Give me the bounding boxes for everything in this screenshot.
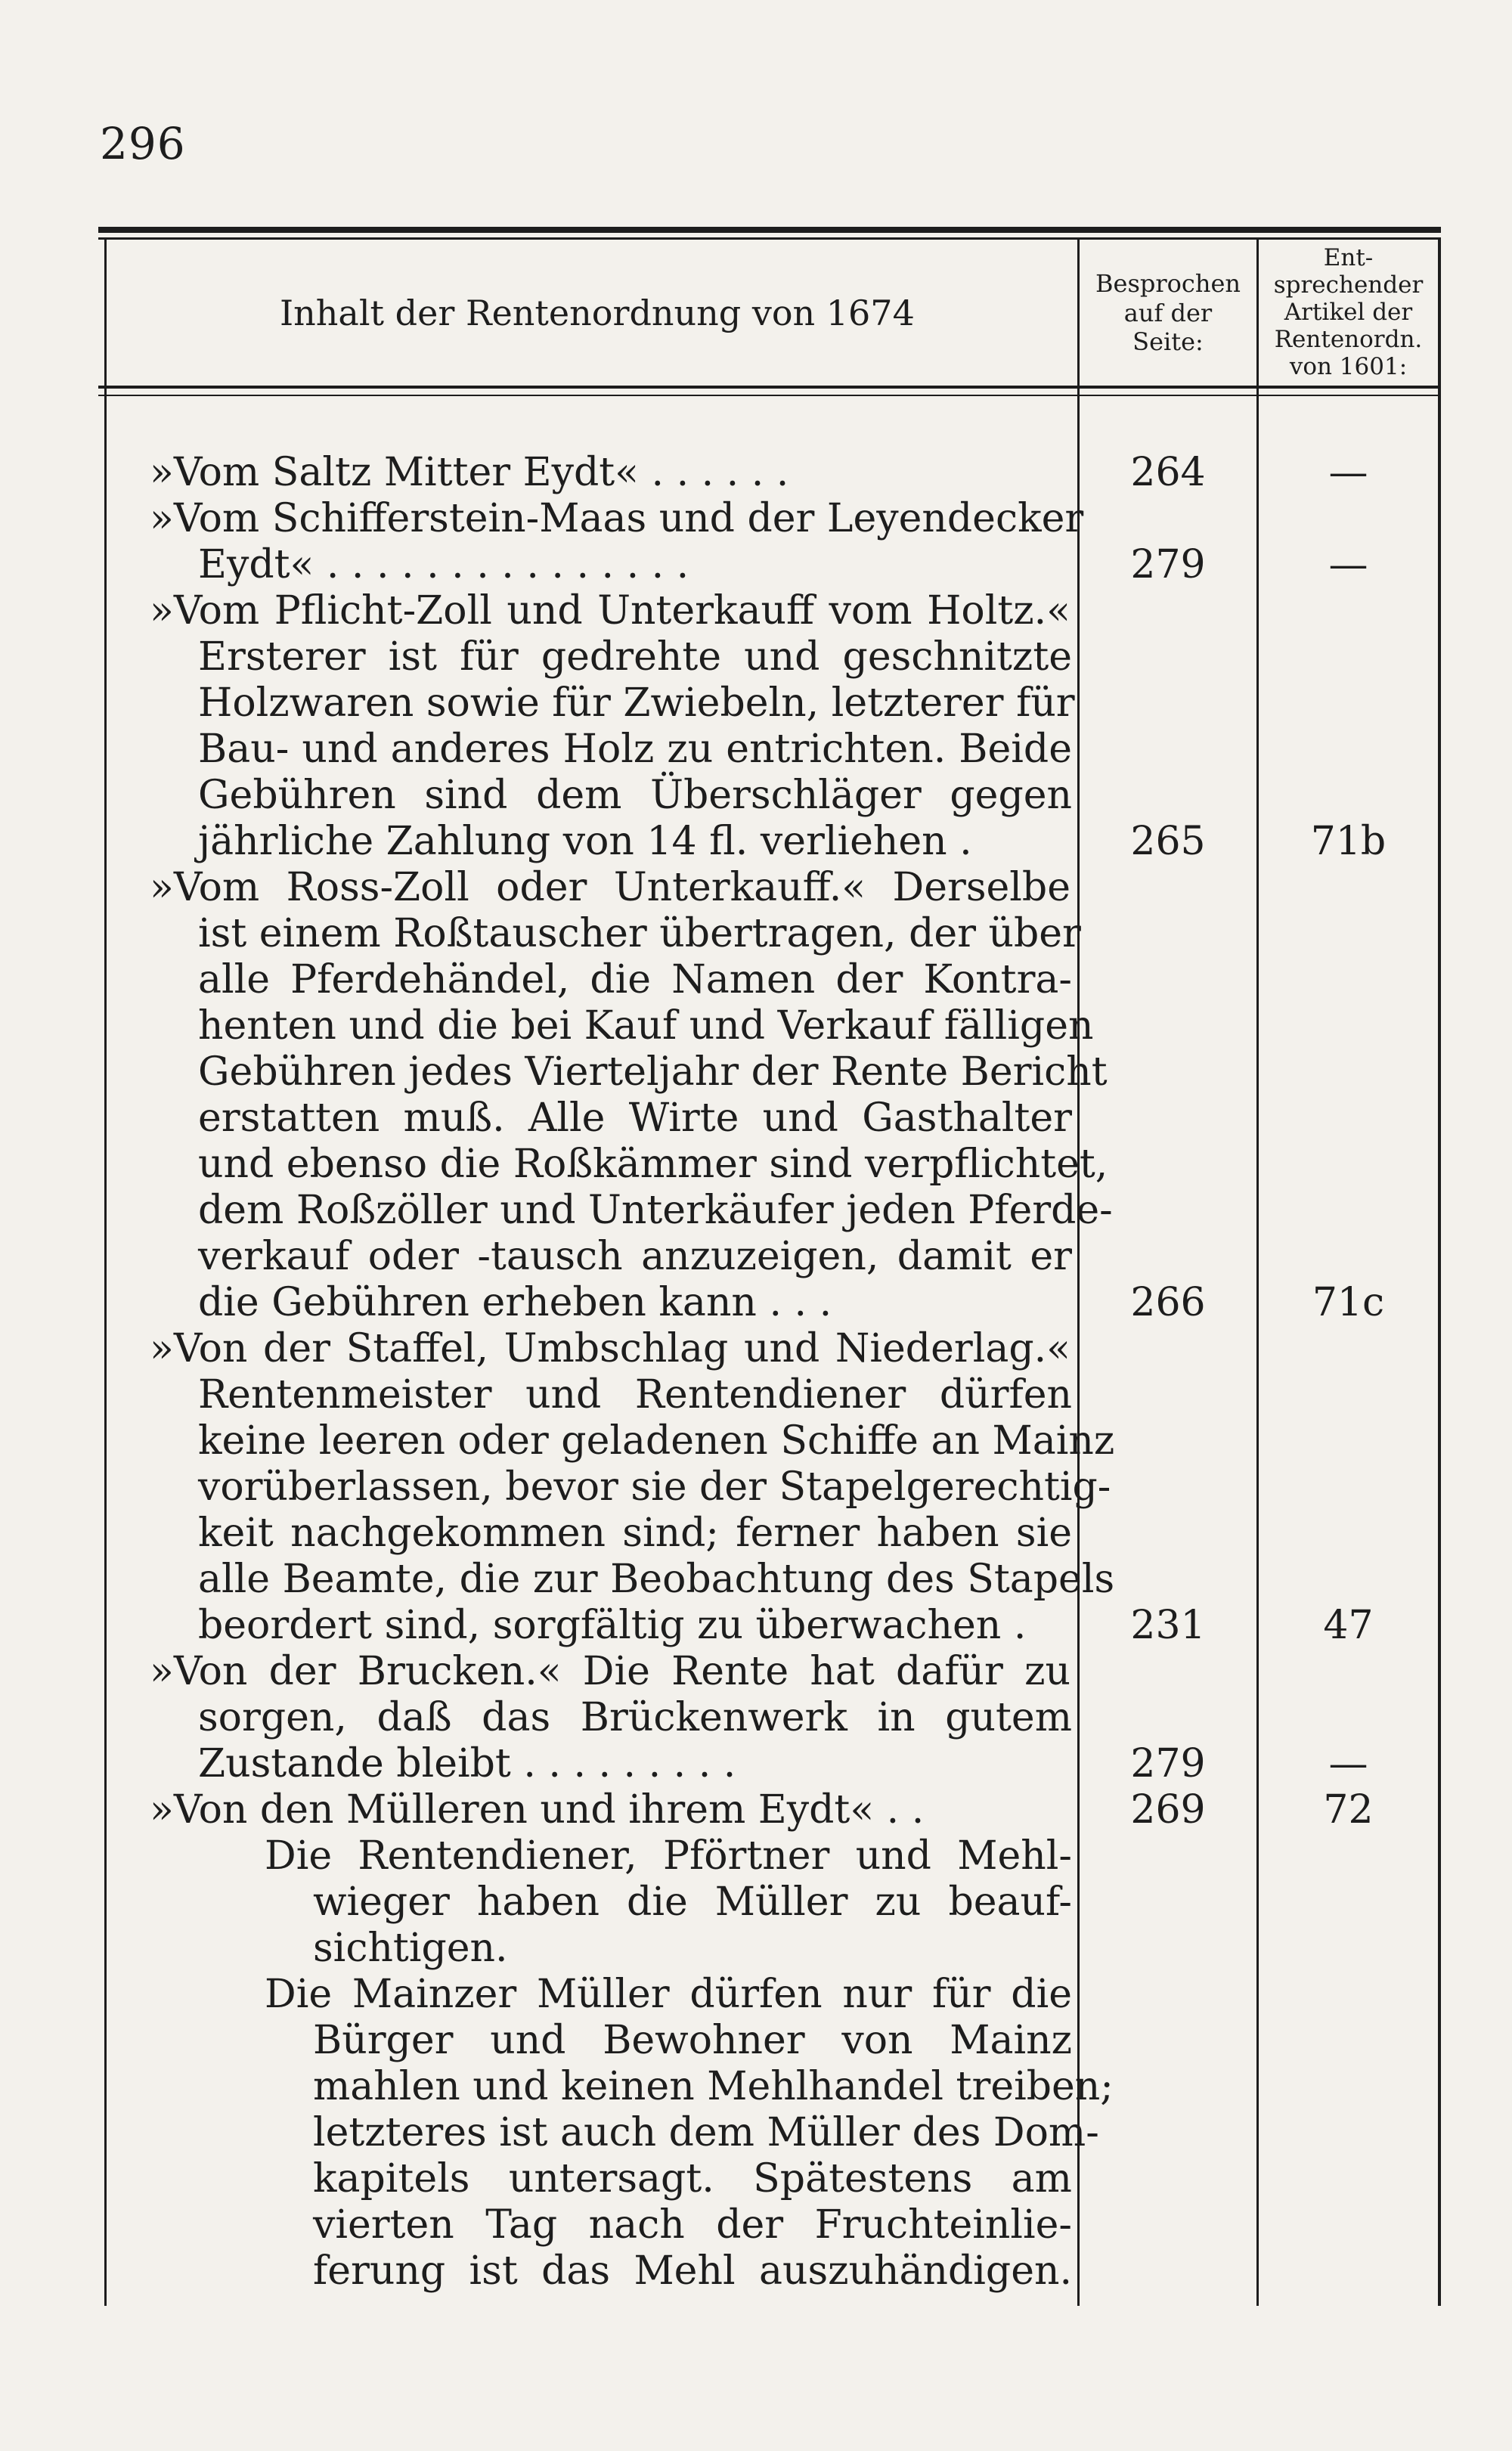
entry-page-number: 266 — [1130, 1280, 1206, 1325]
entry-text: sichtigen. — [313, 1926, 508, 1971]
entry-text: mahlen und keinen Mehlhandel treiben; — [313, 2064, 1114, 2109]
header-article: Ent- sprechender Artikel der Rentenordn. von 1601: — [1273, 244, 1424, 380]
entry-text: Gebühren jedes Vierteljahr der Rente Bericht — [198, 1049, 1108, 1095]
entry-text: Holzwaren sowie für Zwiebeln, letzterer für — [198, 680, 1075, 726]
page-number: 296 — [100, 118, 186, 169]
entry-page-number: 279 — [1130, 1741, 1206, 1786]
entry-text: »Vom Schifferstein-Maas und der Leyendecker — [150, 496, 1084, 541]
entry-line — [98, 819, 1441, 865]
entry-line — [98, 1418, 1441, 1464]
entry-article-number: — — [1328, 1741, 1368, 1786]
entry-line — [98, 496, 1441, 542]
header-content: Inhalt der Rentenordnung von 1674 — [280, 293, 915, 333]
entry-line — [98, 1787, 1441, 1833]
entry-text: »Von der Brucken.« Die Rente hat dafür zu — [150, 1649, 1070, 1694]
entry-text: beordert sind, sorgfältig zu überwachen . — [198, 1603, 1027, 1648]
entry-text: wieger haben die Müller zu beauf- — [313, 1879, 1072, 1925]
entry-article-number: — — [1328, 542, 1368, 587]
entry-line — [98, 911, 1441, 957]
entry-line — [98, 1372, 1441, 1418]
entry-text: verkauf oder -tausch anzuzeigen, damit er — [198, 1234, 1072, 1279]
entry-text: Ersterer ist für gedrehte und geschnitzte — [198, 634, 1072, 680]
entry-line — [98, 1280, 1441, 1326]
entry-text: sorgen, daß das Brückenwerk in gutem — [198, 1695, 1072, 1740]
table-entry — [98, 1326, 1441, 1649]
entry-text: vorüberlassen, bevor sie der Stapelgerechtig- — [198, 1464, 1111, 1510]
entry-line — [98, 2110, 1441, 2156]
entry-page-number: 264 — [1130, 450, 1206, 495]
table-entry — [98, 588, 1441, 865]
entry-text: alle Beamte, die zur Beobachtung des Stapels — [198, 1557, 1115, 1602]
entry-line — [98, 1741, 1441, 1787]
entry-line — [98, 634, 1441, 680]
entry-page-number: 279 — [1130, 542, 1206, 587]
entry-text: und ebenso die Roßkämmer sind verpflichtet, — [198, 1142, 1108, 1187]
entry-line — [98, 588, 1441, 634]
entry-page-number: 231 — [1130, 1603, 1206, 1648]
table-entry — [98, 450, 1441, 496]
entry-text: Die Mainzer Müller dürfen nur für die — [265, 1972, 1072, 2017]
entry-text: Eydt« . . . . . . . . . . . . . . . — [198, 542, 689, 587]
entry-line — [98, 957, 1441, 1003]
entry-line — [98, 1695, 1441, 1741]
entry-text: Rentenmeister und Rentendiener dürfen — [198, 1372, 1072, 1418]
entry-line — [98, 1049, 1441, 1095]
entry-line — [98, 1879, 1441, 1926]
entry-text: ist einem Roßtauscher übertragen, der über — [198, 911, 1081, 956]
entry-line — [98, 2156, 1441, 2202]
table-entry — [98, 865, 1441, 1326]
entry-line — [98, 1833, 1441, 1879]
table-body — [98, 450, 1441, 2295]
entry-line — [98, 1649, 1441, 1695]
entry-line — [98, 1142, 1441, 1188]
entry-text: dem Roßzöller und Unterkäufer jeden Pferde- — [198, 1188, 1113, 1233]
top-rule-thin — [98, 237, 1441, 240]
entry-text: letzteres ist auch dem Müller des Dom- — [313, 2110, 1099, 2155]
entry-article-number: 71c — [1312, 1280, 1385, 1325]
entry-line — [98, 1972, 1441, 2018]
header-rule-thin — [98, 395, 1441, 396]
entry-page-number: 269 — [1130, 1787, 1206, 1833]
entry-line — [98, 1511, 1441, 1557]
table-entry — [98, 496, 1441, 588]
entry-text: Bau- und anderes Holz zu entrichten. Beide — [198, 727, 1072, 772]
entry-line — [98, 542, 1441, 588]
entry-line — [98, 865, 1441, 911]
entry-line — [98, 1603, 1441, 1649]
entry-text: Die Rentendiener, Pförtner und Mehl- — [265, 1833, 1072, 1879]
table-entry — [98, 1649, 1441, 1787]
entry-line — [98, 1557, 1441, 1603]
entry-line — [98, 1464, 1441, 1511]
entry-text: »Vom Pflicht-Zoll und Unterkauff vom Holtz.« — [150, 588, 1070, 634]
header-page: Besprochen auf der Seite: — [1095, 269, 1241, 357]
entry-line — [98, 1188, 1441, 1234]
entry-page-number: 265 — [1130, 819, 1206, 864]
table-entry — [98, 1787, 1441, 2295]
entry-line — [98, 1003, 1441, 1049]
entry-text: kapitels untersagt. Spätestens am — [313, 2156, 1072, 2202]
rentenordnung-table — [98, 227, 1441, 2306]
entry-article-number: — — [1328, 450, 1368, 495]
entry-text: vierten Tag nach der Fruchteinlie- — [313, 2202, 1072, 2248]
entry-text: jährliche Zahlung von 14 fl. verliehen . — [198, 819, 972, 864]
entry-line — [98, 1926, 1441, 1972]
entry-text: »Vom Ross-Zoll oder Unterkauff.« Derselbe — [150, 865, 1070, 910]
entry-line — [98, 773, 1441, 819]
entry-article-number: 71b — [1310, 819, 1387, 864]
entry-text: »Vom Saltz Mitter Eydt« . . . . . . — [150, 450, 789, 495]
entry-line — [98, 1326, 1441, 1372]
entry-text: Zustande bleibt . . . . . . . . . — [198, 1741, 736, 1786]
entry-text: keit nachgekommen sind; ferner haben sie — [198, 1511, 1072, 1556]
entry-line — [98, 2018, 1441, 2064]
entry-line — [98, 1234, 1441, 1280]
entry-text: Gebühren sind dem Überschläger gegen — [198, 773, 1072, 818]
entry-text: henten und die bei Kauf und Verkauf fälligen — [198, 1003, 1094, 1049]
entry-text: »Von den Mülleren und ihrem Eydt« . . — [150, 1787, 925, 1833]
header-rule-thick — [98, 386, 1441, 389]
entry-article-number: 47 — [1323, 1603, 1374, 1648]
entry-line — [98, 680, 1441, 727]
entry-text: die Gebühren erheben kann . . . — [198, 1280, 832, 1325]
entry-text: keine leeren oder geladenen Schiffe an Mainz — [198, 1418, 1115, 1464]
entry-text: erstatten muß. Alle Wirte und Gasthalter — [198, 1095, 1072, 1141]
entry-line — [98, 1095, 1441, 1142]
entry-line — [98, 2248, 1441, 2295]
entry-line — [98, 2202, 1441, 2248]
entry-article-number: 72 — [1323, 1787, 1374, 1833]
entry-text: Bürger und Bewohner von Mainz — [313, 2018, 1072, 2063]
entry-line — [98, 727, 1441, 773]
entry-text: ferung ist das Mehl auszuhändigen. — [313, 2248, 1072, 2294]
entry-line — [98, 450, 1441, 496]
entry-text: alle Pferdehändel, die Namen der Kontra- — [198, 957, 1072, 1002]
entry-line — [98, 2064, 1441, 2110]
top-rule-thick — [98, 227, 1441, 233]
entry-text: »Von der Staffel, Umbschlag und Niederlag.« — [150, 1326, 1070, 1371]
